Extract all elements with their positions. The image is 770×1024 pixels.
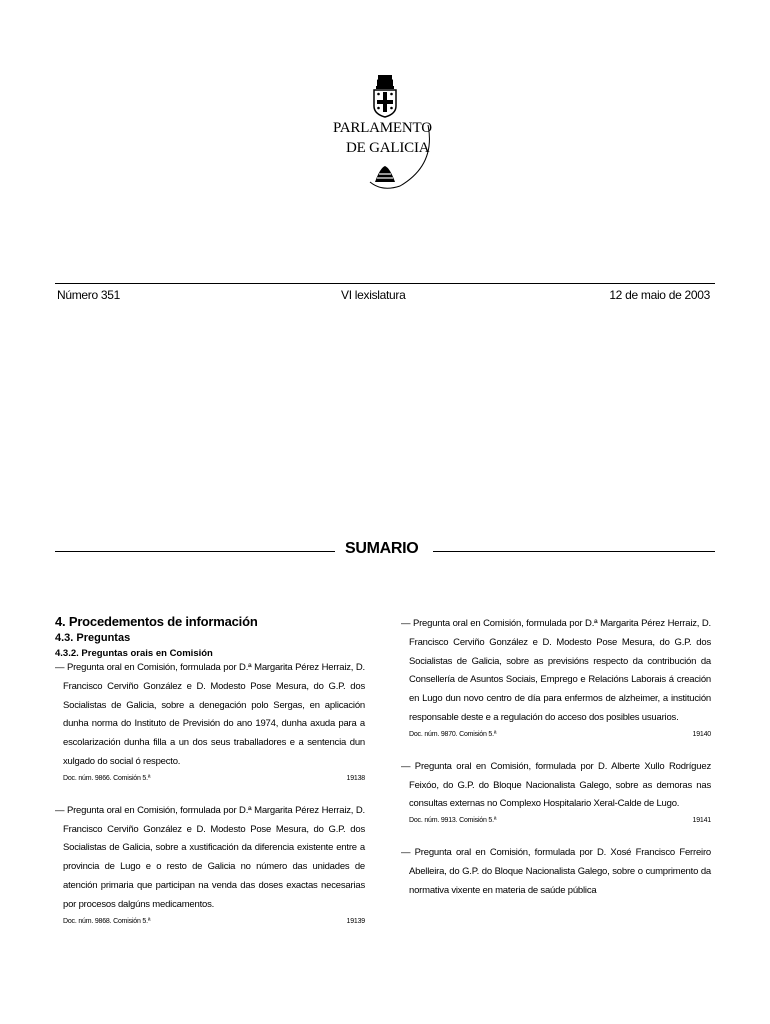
doc-number: Doc. núm. 9870. Comisión 5.ª: [409, 730, 497, 738]
doc-number: Doc. núm. 9868. Comisión 5.ª: [63, 917, 151, 925]
sumario-rule-left: [55, 551, 335, 552]
entry-text: — Pregunta oral en Comisión, formulada por D.ª Margarita Pérez Herraiz, D. Francisco Cerviño González e D. Modesto Pose Mesura, do G.P. dos Socialistas de Galicia, sobre a denegación polo Sergas, en aplicación dunha norma do Instituto de Previsión do ano 1974, dunha axuda para a escolarización dunha filla a un dos seus traballadores e a sentencia dun xulgado do social ó respecto.: [55, 662, 365, 767]
legislature: VI lexislatura: [341, 288, 406, 302]
logo-line-1: PARLAMENTO: [333, 120, 432, 136]
left-column: [55, 614, 365, 929]
summary-entry: [55, 659, 365, 786]
sumario-title: SUMARIO: [345, 540, 419, 557]
right-column: [401, 615, 711, 901]
page-number: 19139: [346, 917, 365, 925]
summary-entry: [401, 844, 711, 900]
summary-entry: [401, 615, 711, 742]
entry-text: — Pregunta oral en Comisión, formulada por D. Alberte Xullo Rodríguez Feixóo, do G.P. do Bloque Nacionalista Galego, sobre as demoras nas consultas externas no Complexo Hospitalario Xeral-Calde de Lugo.: [401, 760, 711, 810]
issue-date: 12 de maio de 2003: [609, 288, 710, 302]
page-number: 19140: [692, 730, 711, 738]
doc-reference: [55, 915, 365, 929]
parliament-logo: [330, 70, 440, 190]
issue-number: Número 351: [57, 288, 121, 302]
entry-text: — Pregunta oral en Comisión, formulada por D.ª Margarita Pérez Herraiz, D. Francisco Cerviño González e D. Modesto Pose Mesura, do G.P. dos Socialistas de Galicia, sobre a xustificación da diferencia existente entre a provincia de Lugo e o resto de Galicia no número das unidades de atención primaria que participan na venda das doses exactas necesarias por procesos dalgúns medicamentos.: [55, 804, 365, 910]
doc-reference: [401, 728, 711, 742]
section-subsubheading: 4.3.2. Preguntas orais en Comisión: [55, 648, 213, 659]
summary-entry: [55, 802, 365, 929]
sumario-rule-right: [433, 551, 715, 552]
doc-number: Doc. núm. 9866. Comisión 5.ª: [63, 774, 151, 782]
section-heading: 4. Procedementos de información: [55, 614, 258, 629]
page-number: 19138: [346, 774, 365, 782]
summary-entry: [401, 758, 711, 828]
doc-reference: [55, 772, 365, 786]
header-rule: [55, 283, 715, 284]
entry-text: — Pregunta oral en Comisión, formulada por D. Xosé Francisco Ferreiro Abelleira, do G.P. do Bloque Nacionalista Galego, sobre o cumprimento da normativa vixente en materia de saúde pública: [401, 847, 711, 896]
entry-text: — Pregunta oral en Comisión, formulada por D.ª Margarita Pérez Herraiz, D. Francisco Cerviño González e D. Modesto Pose Mesura, do G.P. dos Socialistas de Galicia, sobre as previsións respecto da contribución da Consellería de Asuntos Sociais, Emprego e Relacións Laborais á creación en Lugo dun novo centro de día para enfermos de alzheimer, a institución responsable deste e a regulación do acceso dos posibles usuarios.: [401, 618, 711, 723]
doc-number: Doc. núm. 9913. Comisión 5.ª: [409, 817, 497, 825]
section-subheading: 4.3. Preguntas: [55, 632, 131, 644]
logo-line-2: DE GALICIA: [346, 140, 430, 156]
doc-reference: [401, 814, 711, 828]
page-number: 19141: [692, 817, 711, 825]
